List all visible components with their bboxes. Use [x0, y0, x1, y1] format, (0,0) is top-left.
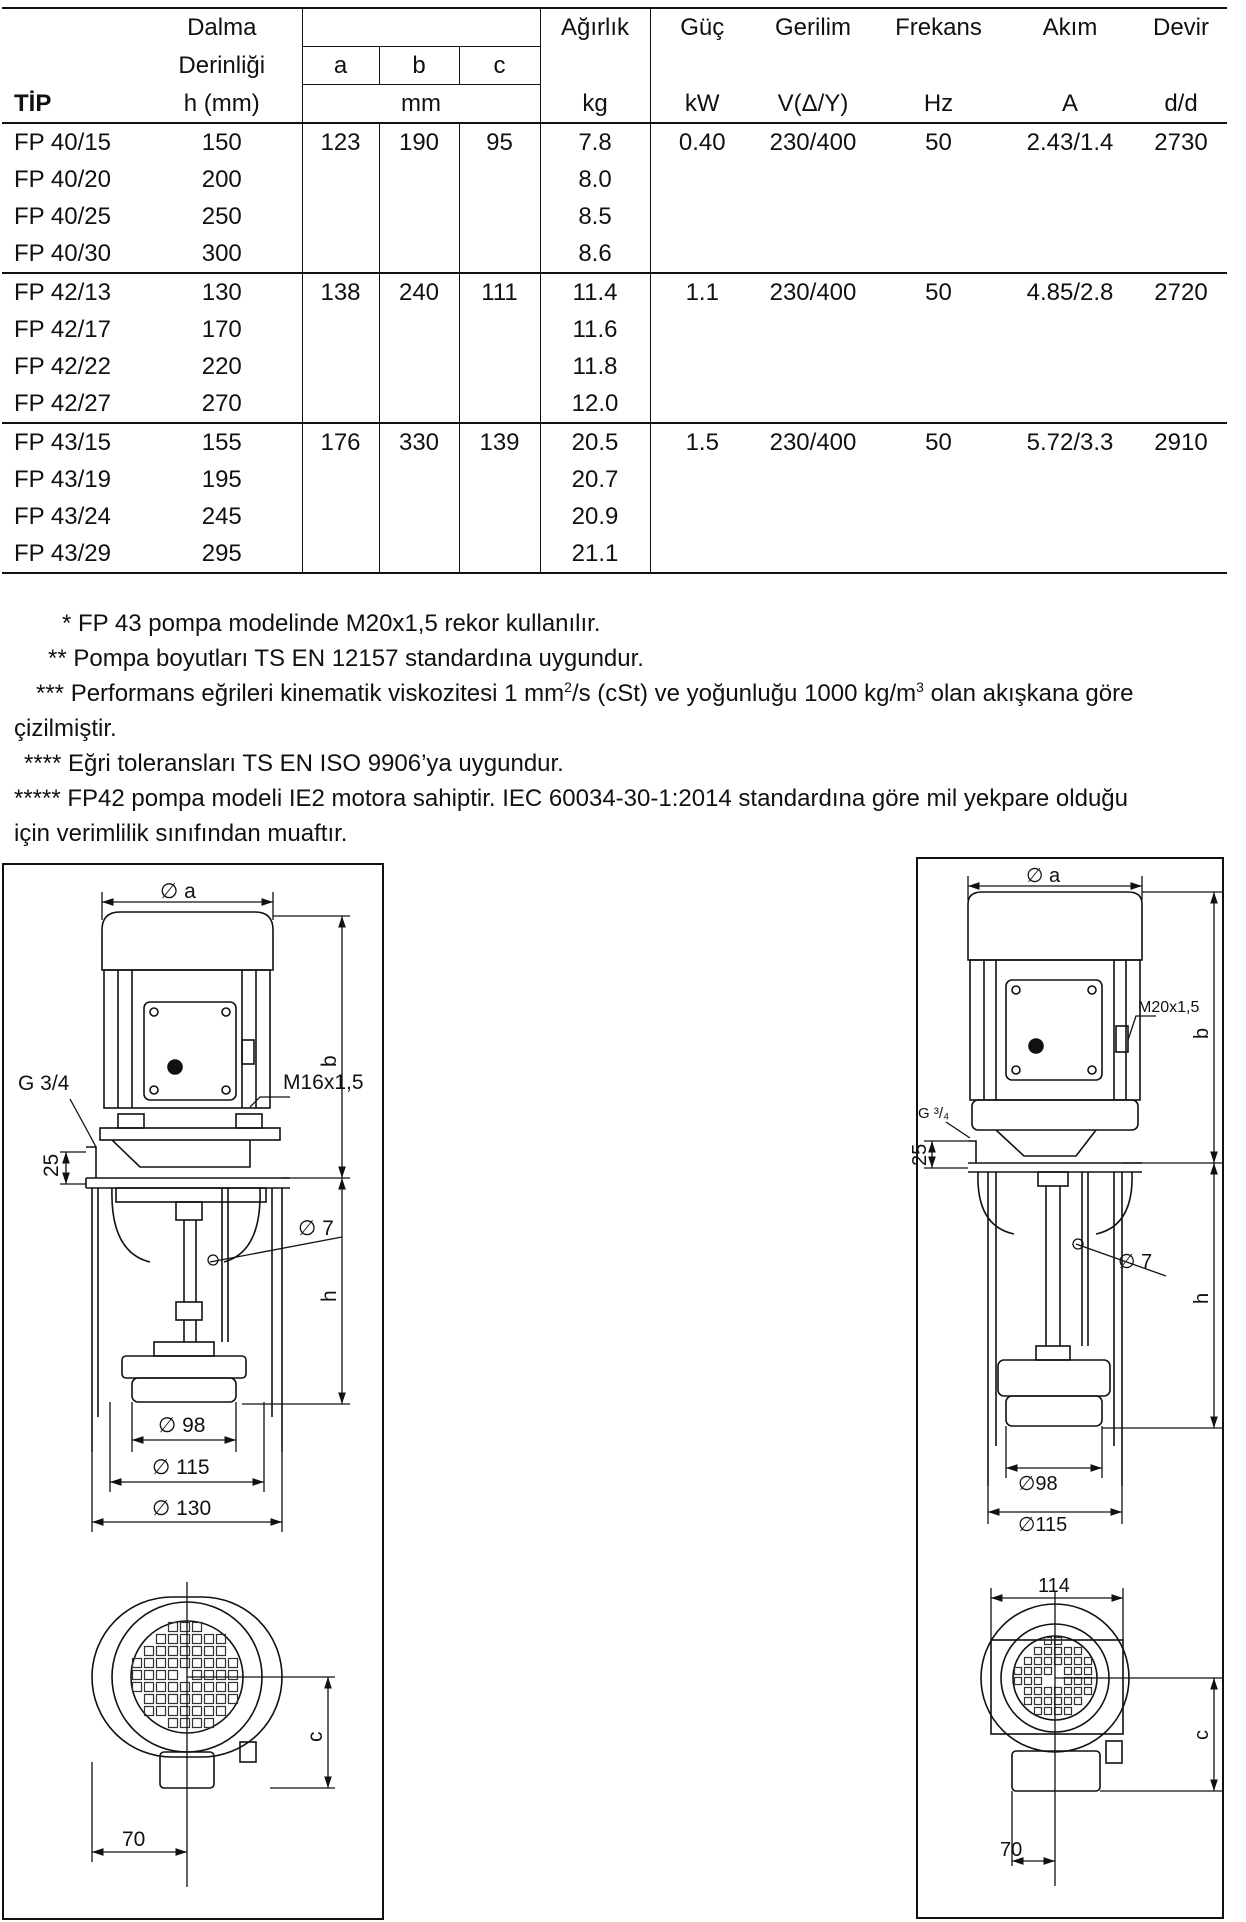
label-dia-98: ∅98 [1018, 1473, 1058, 1495]
label-inlet: G ³/₄ [918, 1105, 950, 1122]
col-b: b [379, 47, 459, 85]
group-fp40 [2, 123, 1227, 273]
drawing-frame [917, 858, 1223, 1918]
label-c: c [304, 1731, 327, 1742]
table-row: FP 40/30 300 8.6 [2, 235, 1227, 273]
table-row: FP 42/17 170 11.6 [2, 311, 1227, 348]
drawing-fp43 [896, 856, 1226, 1922]
table-row: FP 40/20 200 8.0 [2, 161, 1227, 198]
spec-table [2, 7, 1227, 574]
table-row: FP 43/24 245 20.9 [2, 498, 1227, 535]
group-fp42 [2, 273, 1227, 423]
label-b: b [318, 1055, 341, 1067]
table-row: FP 42/22 220 11.8 [2, 348, 1227, 385]
terminal-box [144, 1002, 236, 1100]
unit-mm: mm [302, 85, 540, 124]
col-derinligi: Derinliği [178, 52, 266, 79]
note-1: * FP 43 pompa modelinde M20x1,5 rekor kullanılır. [62, 610, 601, 637]
table-row: FP 43/29 295 21.1 [2, 535, 1227, 573]
table-row: FP 43/19 195 20.7 [2, 461, 1227, 498]
label-114: 114 [1038, 1575, 1070, 1597]
header-row-1 [2, 8, 1227, 47]
label-dia-115: ∅115 [1018, 1514, 1068, 1536]
table-row: FP 43/15 155 176 330 139 20.5 1.5 230/400 50 5.72/3.3 2910 [2, 423, 1227, 461]
table-row: FP 42/27 270 12.0 [2, 385, 1227, 423]
label-dia-7: ∅ 7 [1118, 1251, 1153, 1273]
note-2: ** Pompa boyutları TS EN 12157 standardına uygundur. [48, 645, 644, 672]
label-inlet: G 3/4 [18, 1072, 70, 1095]
col-akim: Akım [1005, 8, 1135, 47]
col-gerilim: Gerilim [754, 8, 872, 47]
label-dia-98: ∅ 98 [158, 1414, 206, 1437]
unit-dd: d/d [1164, 89, 1198, 117]
motor-body [104, 970, 270, 1108]
table-row: FP 42/13 130 138 240 111 11.4 1.1 230/400 50 4.85/2.8 2720 [2, 273, 1227, 311]
header-row-2 [2, 47, 1227, 85]
label-dia-a: ∅ a [1026, 865, 1061, 887]
header-row-3 [2, 85, 1227, 124]
table-row: FP 40/25 250 8.5 [2, 198, 1227, 235]
terminal-box [1006, 980, 1102, 1080]
label-dia-7: ∅ 7 [298, 1217, 334, 1240]
drawing-fp40 [0, 862, 386, 1922]
label-dia-a: ∅ a [160, 880, 196, 903]
col-guc: Güç [650, 8, 754, 47]
col-agirlik: Ağırlık [540, 8, 650, 47]
footnotes [14, 606, 1229, 851]
label-25: 25 [40, 1153, 63, 1177]
label-c: c [1191, 1730, 1213, 1740]
note-5: ***** FP42 pompa modeli IE2 motora sahiptir. IEC 60034-30-1:2014 standardına göre mil yekpare olduğu [14, 785, 1128, 812]
label-dia-115: ∅ 115 [152, 1456, 210, 1479]
col-c: c [459, 47, 540, 85]
unit-h: h (mm) [183, 89, 260, 117]
label-h: h [1191, 1292, 1213, 1304]
unit-hz: Hz [923, 89, 954, 117]
note-4: **** Eğri toleransları TS EN ISO 9906’ya uygundur. [24, 750, 564, 777]
label-thread: M20x1,5 [1138, 999, 1200, 1016]
group-fp43 [2, 423, 1227, 573]
note-3-cont: çizilmiştir. [14, 715, 117, 742]
label-h: h [318, 1290, 341, 1302]
note-5-cont: için verimlilik sınıfından muaftır. [14, 820, 348, 847]
label-70: 70 [122, 1828, 146, 1851]
drawing-frame [3, 864, 383, 1919]
note-3: *** Performans eğrileri kinematik viskozitesi 1 $mm^2/s$ (cSt) ve yoğunluğu 1000 $kg/m^3$ olan akışkana göre [36, 679, 1134, 707]
col-a: a [302, 47, 379, 85]
col-frekans: Frekans [872, 8, 1005, 47]
table-row: FP 40/15 150 123 190 95 7.8 0.40 230/400 50 2.43/1.4 2730 [2, 123, 1227, 161]
motor-cap [968, 892, 1142, 960]
col-tip: TİP [14, 89, 52, 117]
motor-cap [102, 912, 273, 970]
col-dalma: Dalma [142, 8, 302, 47]
label-70: 70 [1000, 1839, 1023, 1861]
label-b: b [1191, 1027, 1213, 1039]
unit-kw: kW [650, 85, 754, 124]
col-devir: Devir [1135, 8, 1227, 47]
label-25: 25 [909, 1143, 931, 1166]
unit-a: A [1061, 89, 1078, 117]
unit-v: V(Δ/Y) [777, 89, 849, 117]
label-dia-130: ∅ 130 [152, 1497, 212, 1520]
unit-kg: kg [540, 85, 650, 124]
label-thread: M16x1,5 [283, 1071, 364, 1094]
